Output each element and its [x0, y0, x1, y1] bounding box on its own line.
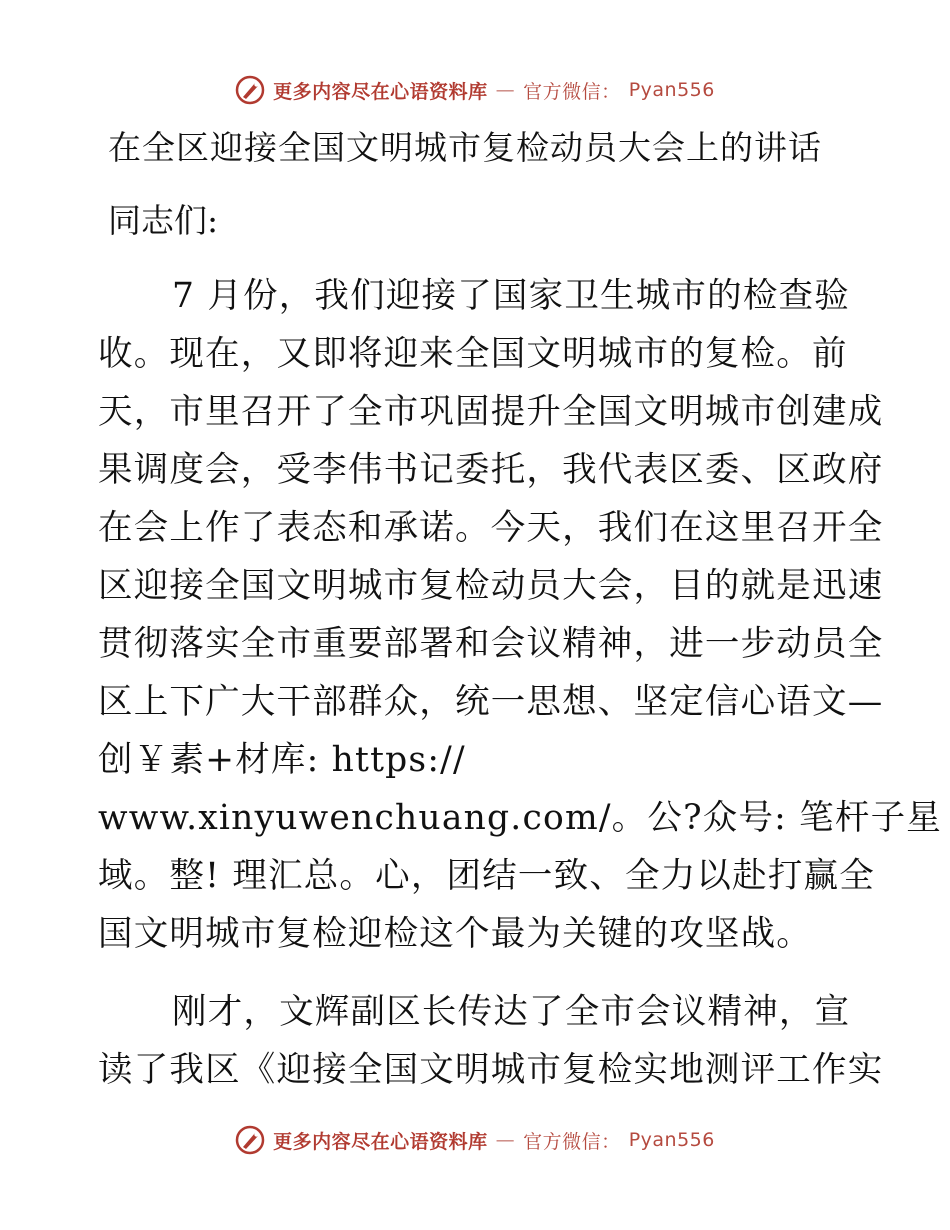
body-line: 在会上作了表态和承诺。今天，我们在这里召开全: [98, 508, 884, 548]
banner-wechat-id: Pyan556: [628, 79, 715, 101]
page-title: 在全区迎接全国文明城市复检动员大会上的讲话: [108, 128, 822, 167]
pen-nib-logo-icon: [235, 75, 265, 105]
banner-brand: 更多内容尽在心语资料库: [273, 1130, 488, 1153]
pen-nib-logo-icon: [235, 1125, 265, 1155]
body-line: 国文明城市复检迎检这个最为关键的攻坚战。: [98, 914, 812, 954]
banner-official: 官方微信：: [523, 1130, 621, 1153]
footer-banner: [0, 1120, 950, 1160]
banner-brand: 更多内容尽在心语资料库: [273, 80, 488, 103]
body-line: 贯彻落实全市重要部署和会议精神，进一步动员全: [98, 624, 884, 664]
banner-dash: —: [495, 1129, 516, 1151]
banner-wechat-id: Pyan556: [628, 1129, 715, 1151]
header-banner: [0, 70, 950, 110]
body-line: 收。现在，又即将迎来全国文明城市的复检。前: [98, 334, 848, 374]
body-line: 读了我区《迎接全国文明城市复检实地测评工作实: [98, 1050, 884, 1090]
body-line: 创￥素+材库: https://: [98, 740, 466, 780]
body-line: www.xinyuwenchuang.com/。公?众号: 笔杆子星: [98, 798, 942, 838]
banner-official: 官方微信：: [523, 80, 621, 103]
body-line: 区上下广大干部群众，统一思想、坚定信心语文—: [98, 682, 884, 722]
body-line: 天，市里召开了全市巩固提升全国文明城市创建成: [98, 392, 884, 432]
body-line: 刚才，文辉副区长传达了全市会议精神，宣: [172, 992, 851, 1032]
banner-dash: —: [495, 79, 516, 101]
body-line: 果调度会，受李伟书记委托，我代表区委、区政府: [98, 450, 884, 490]
body-line: 域。整! 理汇总。心，团结一致、全力以赴打赢全: [98, 856, 875, 896]
body-line: 7 月份，我们迎接了国家卫生城市的检查验: [172, 276, 850, 316]
salutation: 同志们:: [108, 201, 219, 240]
body-line: 区迎接全国文明城市复检动员大会，目的就是迅速: [98, 566, 884, 606]
